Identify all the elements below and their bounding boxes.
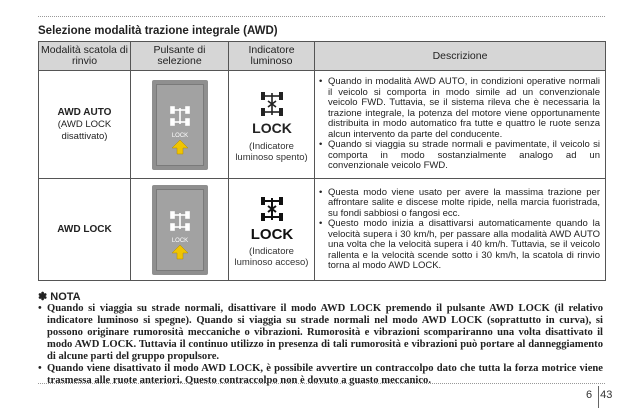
description-item: • Quando si viaggia su strade normali e pavimentate, il veicolo si comporta in modo sostanzialmente analogo ad un convenzionale veicolo FWD. [319,140,600,172]
awd-lock-button-photo [152,80,208,170]
indicator-label: LOCK [250,225,293,243]
description-item: • Questo modo inizia a disattivarsi automaticamente quando la velocità supera i 30 km/h, per passare alla modalità AWD AUTO una volta che la velocità supera i 40 km/h. Tuttavia, se il veicolo rallenta e la velocità scende sotto i 30 km/h, la scatola di rinvio torna al modo AWD LOCK. [319,219,600,272]
header-description: Descrizione [315,42,606,71]
indicator-label: LOCK [251,119,292,136]
arrow-icon [172,245,188,259]
top-divider [38,16,605,17]
mode-name: AWD AUTO [57,106,112,118]
awd-mode-table [38,41,606,281]
note-item: • Quando si viaggia su strade normali, disattivare il modo AWD LOCK premendo il pulsante AWD LOCK (il relativo indicatore luminoso si spegne). Quando si viaggia su strade normali nel modo AWD LOCK (soprattutto in curva), si possono originare rumorosità meccaniche o vibrazioni. Rumorosità e vibrazioni scompariranno una volta disattivato il modo AWD LOCK. Tuttavia il continuo utilizzo in presenza di tali rumorosità e vibrazioni può portare al danneggiamento di alcune parti del gruppo propulsore. [38,303,603,363]
description-cell [315,179,606,281]
page-number-value: 43 [600,389,613,401]
awd-lock-indicator-icon [250,87,294,139]
note-body [38,303,603,387]
table-row [39,179,606,281]
description-item: • Quando in modalità AWD AUTO, in condizioni operative normali il veicolo si comporta in modo simile ad un convenzionale veicolo FWD. Tuttavia, se il sistema rileva che è necessaria la trazione integrale, la potenza del motore viene opportunamente distribuita in modo automatico fra tutte e quattro le ruote senza alcun intervento da parte del conducente. [319,77,600,140]
header-mode: Modalità scatola di rinvio [39,42,131,71]
header-indicator: Indicatore luminoso [229,42,315,71]
description-cell [315,71,606,179]
indicator-cell [229,71,315,179]
page-number [586,389,612,401]
awd-lock-indicator-icon [250,192,294,244]
mode-cell [39,179,131,281]
note-heading: ✽ NOTA [38,291,81,303]
indicator-cell [229,179,315,281]
section-title: Selezione modalità trazione integrale (AWD) [38,25,278,37]
chapter-number: 6 [586,389,593,401]
indicator-caption: (Indicatore luminoso acceso) [234,245,309,268]
button-label: LOCK [171,237,188,244]
indicator-caption: (Indicatore luminoso spento) [235,140,308,163]
button-label: LOCK [171,132,188,139]
page-separator [598,386,599,408]
awd-button-icon [152,185,208,275]
awd-button-icon [152,80,208,170]
bottom-divider [38,383,605,384]
note-item: • Quando viene disattivato il modo AWD LOCK, è possibile avvertire un contraccolpo dato che tutta la forza motrice viene trasmessa alle ruote anteriori. Questo contraccolpo non è dovuto a guasto meccanico. [38,363,603,387]
button-cell [131,71,229,179]
button-cell [131,179,229,281]
table-row [39,71,606,179]
table-header-row [39,42,606,71]
mode-name: AWD LOCK [57,223,112,235]
arrow-icon [172,140,188,154]
mode-subtitle: (AWD LOCK disattivato) [57,118,112,142]
mode-cell [39,71,131,179]
header-button: Pulsante di selezione [131,42,229,71]
description-item: • Questa modo viene usato per avere la massima trazione per affrontare salite e discese molte ripide, nella marcia fuoristrada, su fondi sabbiosi o fangosi ecc. [319,188,600,220]
awd-lock-button-photo [152,185,208,275]
